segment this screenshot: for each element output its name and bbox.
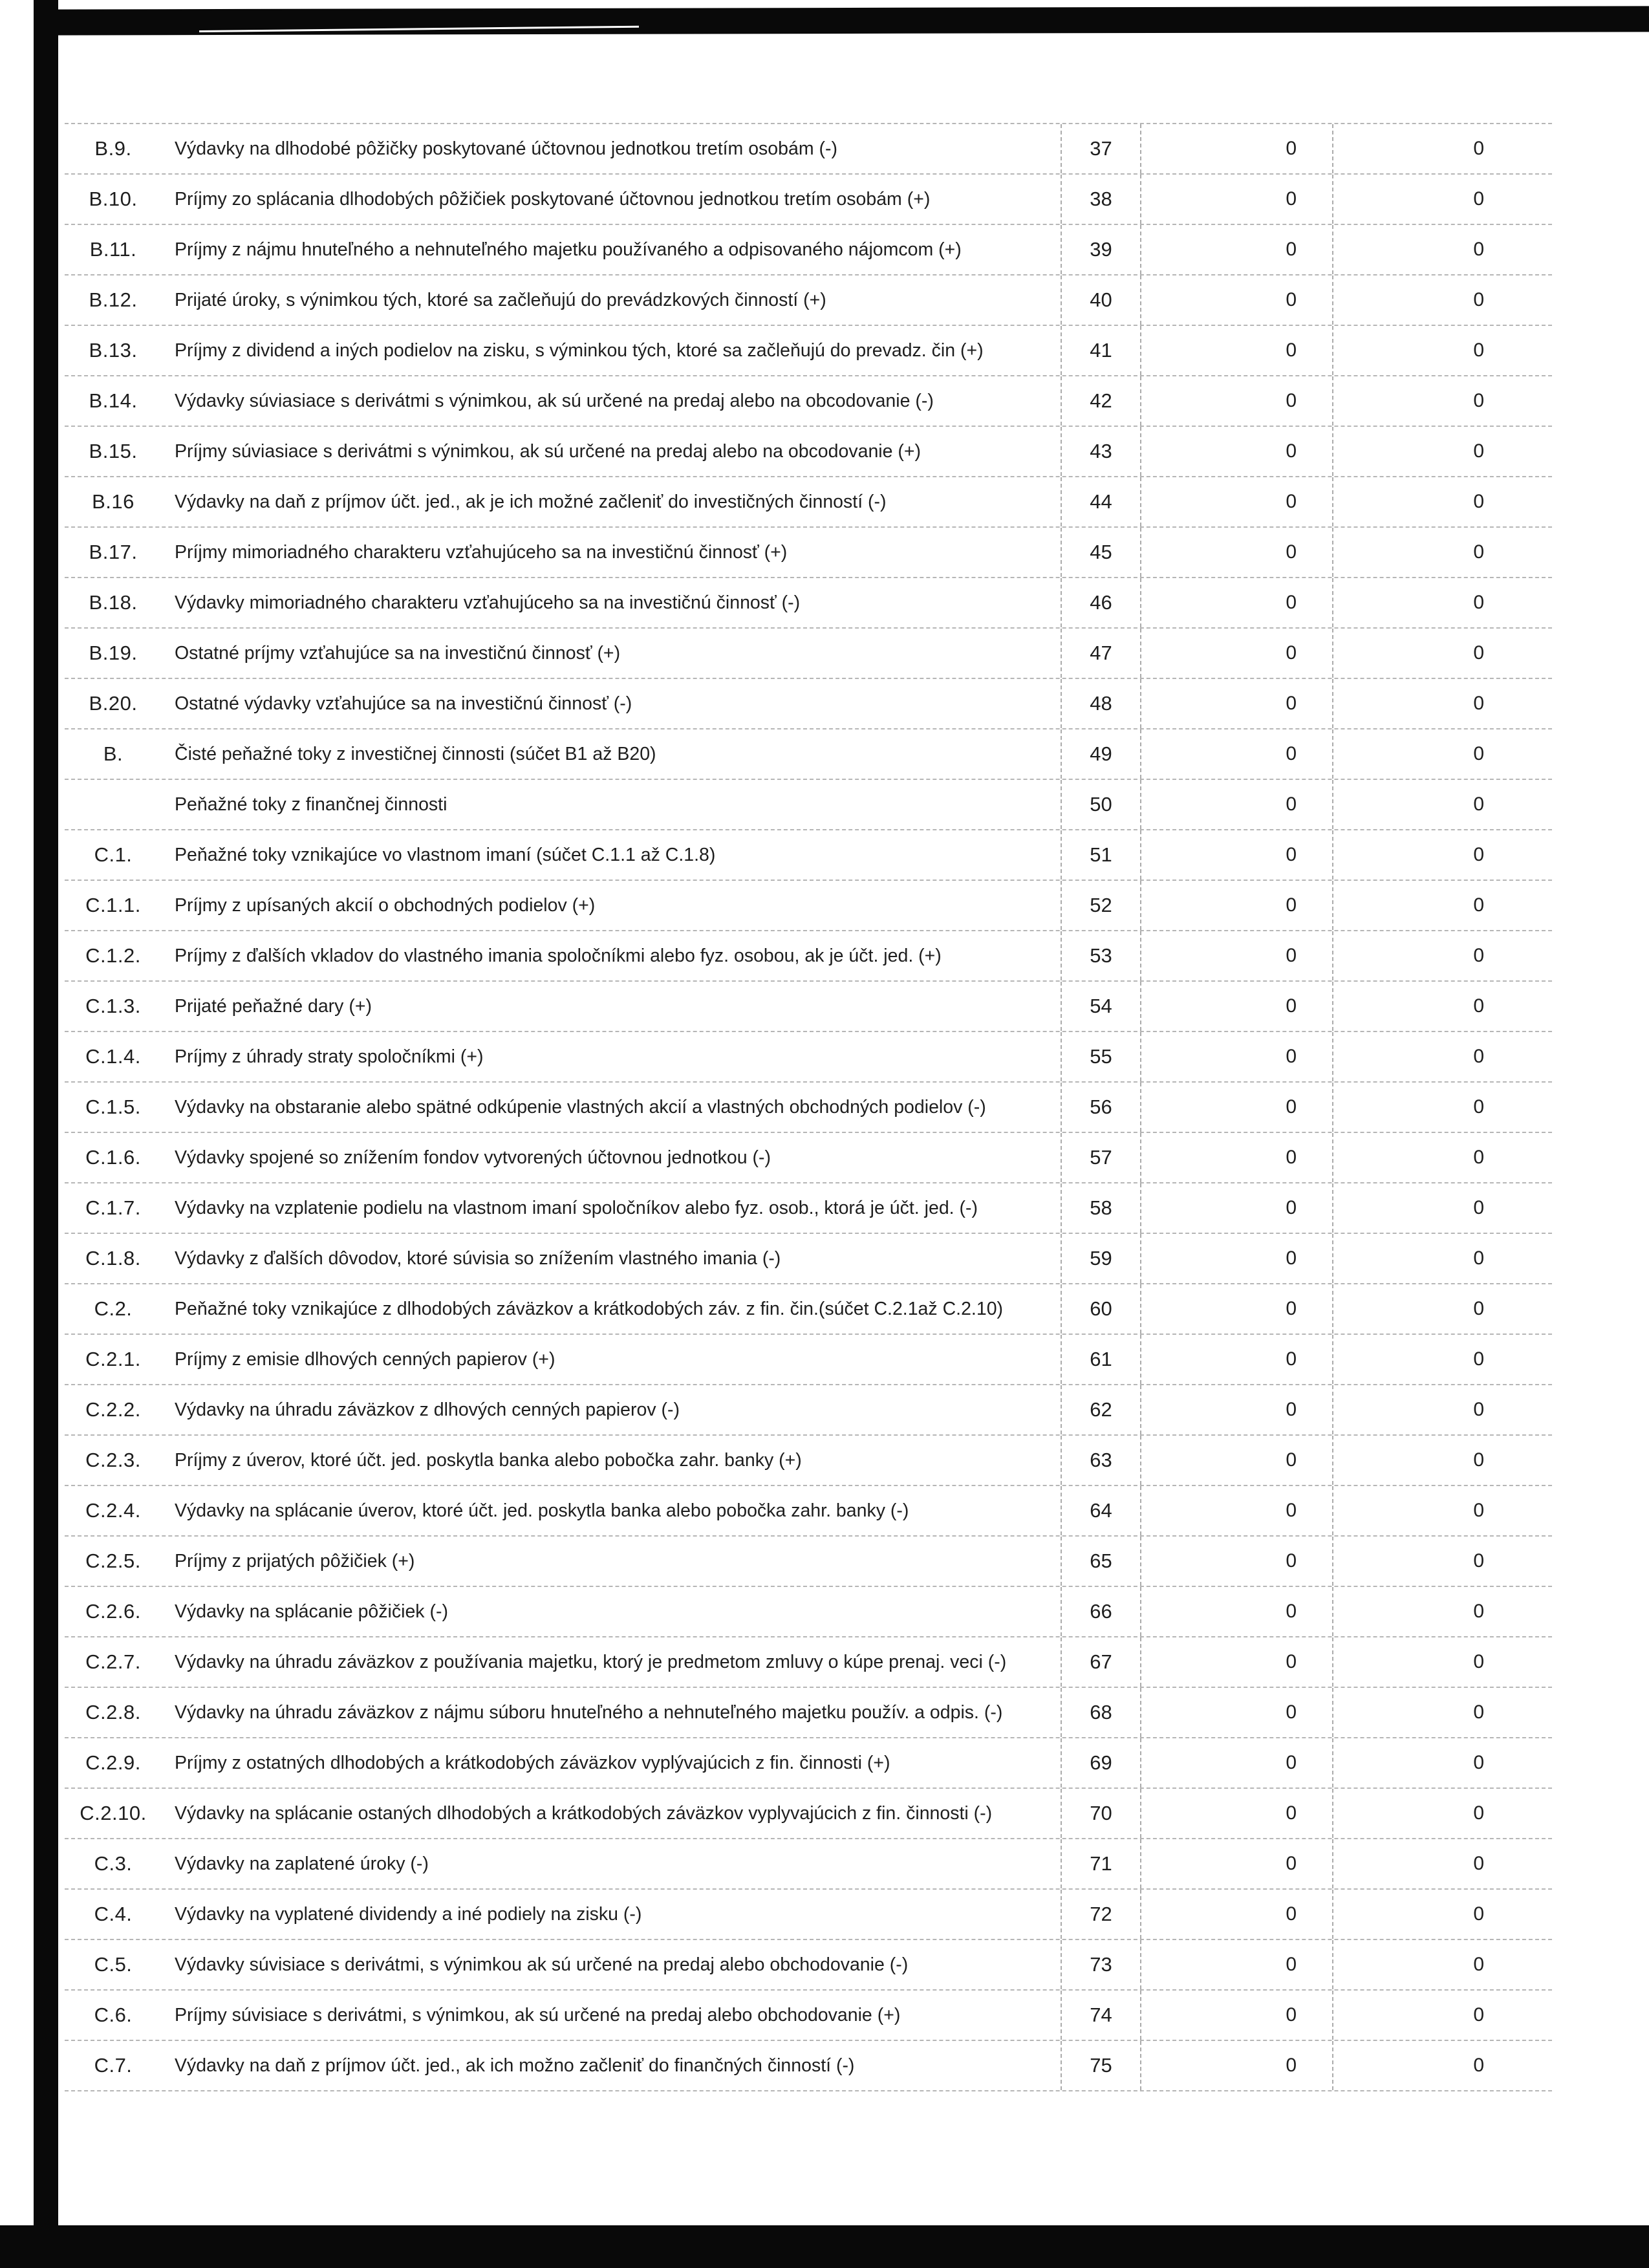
table-row bbox=[65, 679, 1552, 729]
row-code: C.1.4. bbox=[85, 1045, 141, 1068]
row-value-current: 0 bbox=[1286, 2055, 1297, 2076]
row-value-previous: 0 bbox=[1332, 427, 1552, 476]
row-value-current: 0 bbox=[1286, 1197, 1297, 1218]
row-value-previous: 0 bbox=[1332, 1335, 1552, 1384]
row-value-current: 0 bbox=[1286, 138, 1297, 159]
row-code: C.1.8. bbox=[85, 1247, 141, 1269]
table-row bbox=[65, 326, 1552, 376]
row-description: Peňažné toky vznikajúce z dlhodobých záväzkov a krátkodobých záv. z fin. čin.(súčet C.2.1až C.2.10) bbox=[175, 1298, 1004, 1319]
row-value-previous: 0 bbox=[1332, 1637, 1552, 1687]
row-value-current: 0 bbox=[1286, 1701, 1297, 1723]
row-value-previous: 0 bbox=[1332, 729, 1552, 779]
row-value-current: 0 bbox=[1286, 440, 1297, 462]
table-row bbox=[65, 1587, 1552, 1637]
row-number: 73 bbox=[1061, 1940, 1141, 1989]
row-number: 39 bbox=[1061, 225, 1141, 274]
row-description: Výdavky na úhradu záväzkov z používania majetku, ktorý je predmetom zmluvy o kúpe prenaj. veci (-) bbox=[175, 1651, 1007, 1672]
row-value-previous: 0 bbox=[1332, 175, 1552, 224]
row-value-current: 0 bbox=[1286, 1550, 1297, 1571]
row-description: Príjmy súvisiace s derivátmi, s výnimkou, ak sú určené na predaj alebo obchodovanie (+) bbox=[175, 2004, 901, 2025]
row-value-previous: 0 bbox=[1332, 1234, 1552, 1283]
row-code: C.1.1. bbox=[85, 894, 141, 916]
row-value-current: 0 bbox=[1286, 1449, 1297, 1471]
scan-edge-bottom bbox=[0, 2225, 1649, 2268]
row-value-current: 0 bbox=[1286, 390, 1297, 411]
row-number: 37 bbox=[1061, 124, 1141, 173]
row-description: Príjmy z dividend a iných podielov na zisku, s výminkou tých, ktoré sa začleňujú do prevadz. čin (+) bbox=[175, 340, 984, 361]
row-number: 65 bbox=[1061, 1537, 1141, 1586]
row-value-previous: 0 bbox=[1332, 1133, 1552, 1182]
row-value-previous: 0 bbox=[1332, 1083, 1552, 1132]
row-number: 55 bbox=[1061, 1032, 1141, 1081]
row-value-previous: 0 bbox=[1332, 1738, 1552, 1787]
row-number: 57 bbox=[1061, 1133, 1141, 1182]
row-description: Príjmy súviasiace s derivátmi s výnimkou, ak sú určené na predaj alebo na obcodovanie (+) bbox=[175, 440, 921, 462]
row-value-current: 0 bbox=[1286, 1247, 1297, 1269]
table-row bbox=[65, 931, 1552, 982]
row-description: Výdavky na splácanie pôžičiek (-) bbox=[175, 1601, 448, 1622]
table-row bbox=[65, 1940, 1552, 1991]
row-value-previous: 0 bbox=[1332, 1032, 1552, 1081]
row-number: 43 bbox=[1061, 427, 1141, 476]
table-row bbox=[65, 729, 1552, 780]
table-row bbox=[65, 1637, 1552, 1688]
row-description: Príjmy z ostatných dlhodobých a krátkodobých záväzkov vyplývajúcich z fin. činnosti (+) bbox=[175, 1752, 890, 1773]
row-value-previous: 0 bbox=[1332, 1385, 1552, 1434]
row-description: Výdavky súvisiace s derivátmi, s výnimkou ak sú určené na predaj alebo obchodovanie (-) bbox=[175, 1954, 909, 1975]
row-number: 38 bbox=[1061, 175, 1141, 224]
row-value-previous: 0 bbox=[1332, 326, 1552, 375]
row-value-previous: 0 bbox=[1332, 679, 1552, 728]
row-description: Príjmy z upísaných akcií o obchodných podielov (+) bbox=[175, 894, 596, 916]
row-code: B.19. bbox=[89, 642, 138, 664]
row-value-current: 0 bbox=[1286, 592, 1297, 613]
row-value-current: 0 bbox=[1286, 1046, 1297, 1067]
row-description: Prijaté úroky, s výnimkou tých, ktoré sa začleňujú do prevádzkových činností (+) bbox=[175, 289, 826, 310]
row-code: C.5. bbox=[94, 1953, 133, 1976]
row-number: 51 bbox=[1061, 830, 1141, 880]
row-code: B.11. bbox=[89, 238, 137, 261]
row-number: 41 bbox=[1061, 326, 1141, 375]
row-value-current: 0 bbox=[1286, 995, 1297, 1017]
row-number: 72 bbox=[1061, 1890, 1141, 1939]
table-row bbox=[65, 528, 1552, 578]
row-value-previous: 0 bbox=[1332, 1587, 1552, 1636]
row-code: C.1.3. bbox=[85, 995, 141, 1017]
row-number: 66 bbox=[1061, 1587, 1141, 1636]
row-value-previous: 0 bbox=[1332, 275, 1552, 325]
row-number: 75 bbox=[1061, 2041, 1141, 2090]
table-row bbox=[65, 578, 1552, 629]
row-code: C.1.2. bbox=[85, 944, 141, 967]
row-number: 67 bbox=[1061, 1637, 1141, 1687]
row-number: 48 bbox=[1061, 679, 1141, 728]
cashflow-table bbox=[65, 123, 1552, 2091]
row-value-current: 0 bbox=[1286, 188, 1297, 210]
row-value-previous: 0 bbox=[1332, 1940, 1552, 1989]
row-value-current: 0 bbox=[1286, 844, 1297, 865]
row-description: Peňažné toky vznikajúce vo vlastnom imaní (súčet C.1.1 až C.1.8) bbox=[175, 844, 716, 865]
row-number: 64 bbox=[1061, 1486, 1141, 1535]
row-description: Príjmy z emisie dlhových cenných papierov (+) bbox=[175, 1348, 555, 1370]
row-value-current: 0 bbox=[1286, 1903, 1297, 1925]
table-row bbox=[65, 225, 1552, 275]
row-description: Príjmy mimoriadného charakteru vzťahujúceho sa na investičnú činnosť (+) bbox=[175, 541, 788, 563]
row-code: C.2.5. bbox=[85, 1550, 141, 1572]
row-value-previous: 0 bbox=[1332, 1486, 1552, 1535]
row-description: Výdavky mimoriadného charakteru vzťahujúceho sa na investičnú činnosť (-) bbox=[175, 592, 801, 613]
row-code: C.3. bbox=[94, 1852, 133, 1875]
table-row bbox=[65, 780, 1552, 830]
row-value-previous: 0 bbox=[1332, 629, 1552, 678]
row-description: Výdavky na splácanie ostaných dlhodobých a krátkodobých záväzkov vyplyvajúcich z fin. činnosti (-) bbox=[175, 1802, 993, 1824]
table-row bbox=[65, 1133, 1552, 1183]
row-value-previous: 0 bbox=[1332, 1436, 1552, 1485]
table-row bbox=[65, 1234, 1552, 1284]
row-value-previous: 0 bbox=[1332, 376, 1552, 426]
row-value-previous: 0 bbox=[1332, 2041, 1552, 2090]
table-row bbox=[65, 1183, 1552, 1234]
row-value-current: 0 bbox=[1286, 894, 1297, 916]
row-number: 62 bbox=[1061, 1385, 1141, 1434]
row-code: C.2.10. bbox=[80, 1802, 147, 1824]
table-row bbox=[65, 376, 1552, 427]
row-code: C.2.8. bbox=[85, 1701, 141, 1723]
table-row bbox=[65, 1839, 1552, 1890]
row-description: Výdavky na úhradu záväzkov z dlhových cenných papierov (-) bbox=[175, 1399, 680, 1420]
row-number: 60 bbox=[1061, 1284, 1141, 1334]
row-value-previous: 0 bbox=[1332, 1537, 1552, 1586]
row-number: 40 bbox=[1061, 275, 1141, 325]
row-code: C.4. bbox=[94, 1903, 133, 1925]
table-row bbox=[65, 1284, 1552, 1335]
row-number: 71 bbox=[1061, 1839, 1141, 1888]
row-code: C.1.6. bbox=[85, 1146, 141, 1169]
row-code: C.1.5. bbox=[85, 1096, 141, 1118]
row-value-previous: 0 bbox=[1332, 1284, 1552, 1334]
row-number: 42 bbox=[1061, 376, 1141, 426]
row-number: 58 bbox=[1061, 1183, 1141, 1233]
row-value-current: 0 bbox=[1286, 1651, 1297, 1672]
table-row bbox=[65, 124, 1552, 175]
row-description: Príjmy z úverov, ktoré účt. jed. poskytla banka alebo pobočka zahr. banky (+) bbox=[175, 1449, 802, 1471]
row-value-current: 0 bbox=[1286, 1298, 1297, 1319]
row-description: Výdavky na vyplatené dividendy a iné podiely na zisku (-) bbox=[175, 1903, 642, 1925]
row-description: Výdavky na daň z príjmov účt. jed., ak ich možno začleniť do finančných činností (-) bbox=[175, 2055, 855, 2076]
row-value-current: 0 bbox=[1286, 289, 1297, 310]
row-value-current: 0 bbox=[1286, 491, 1297, 512]
row-value-current: 0 bbox=[1286, 2004, 1297, 2025]
table-row bbox=[65, 830, 1552, 881]
row-number: 69 bbox=[1061, 1738, 1141, 1787]
row-code: B.17. bbox=[89, 541, 138, 563]
row-value-previous: 0 bbox=[1332, 1890, 1552, 1939]
table-row bbox=[65, 1991, 1552, 2041]
row-value-current: 0 bbox=[1286, 1752, 1297, 1773]
row-description: Príjmy z úhrady straty spoločníkmi (+) bbox=[175, 1046, 484, 1067]
row-code: B.13. bbox=[89, 339, 138, 362]
row-description: Príjmy z ďalších vkladov do vlastného imania spoločníkmi alebo fyz. osobou, ak je účt. jed. (+) bbox=[175, 945, 942, 966]
table-row bbox=[65, 1890, 1552, 1940]
row-code: C.2.2. bbox=[85, 1398, 141, 1421]
row-description: Výdavky na splácanie úverov, ktoré účt. jed. poskytla banka alebo pobočka zahr. banky (-) bbox=[175, 1500, 909, 1521]
row-code: B.9. bbox=[94, 137, 132, 160]
row-value-current: 0 bbox=[1286, 541, 1297, 563]
row-description: Ostatné príjmy vzťahujúce sa na investičnú činnosť (+) bbox=[175, 642, 621, 664]
row-description: Príjmy zo splácania dlhodobých pôžičiek poskytované účtovnou jednotkou tretím osobám (+) bbox=[175, 188, 931, 210]
scan-scratch-line bbox=[199, 26, 639, 32]
row-code: C.2.1. bbox=[85, 1348, 141, 1370]
row-code: C.6. bbox=[94, 2003, 133, 2026]
table-row bbox=[65, 427, 1552, 477]
row-code: C.2.9. bbox=[85, 1751, 141, 1774]
row-description: Výdavky spojené so znížením fondov vytvorených účtovnou jednotkou (-) bbox=[175, 1147, 771, 1168]
row-value-current: 0 bbox=[1286, 794, 1297, 815]
row-code: C.7. bbox=[94, 2054, 133, 2077]
row-value-previous: 0 bbox=[1332, 881, 1552, 930]
row-code: B. bbox=[103, 742, 124, 765]
row-number: 56 bbox=[1061, 1083, 1141, 1132]
row-description: Prijaté peňažné dary (+) bbox=[175, 995, 372, 1017]
row-code: C.2.7. bbox=[85, 1650, 141, 1673]
row-value-current: 0 bbox=[1286, 1399, 1297, 1420]
table-row bbox=[65, 881, 1552, 931]
row-value-current: 0 bbox=[1286, 945, 1297, 966]
row-description: Čisté peňažné toky z investičnej činnosti (súčet B1 až B20) bbox=[175, 743, 656, 764]
scan-edge-top bbox=[38, 6, 1649, 35]
row-code: C.2.6. bbox=[85, 1600, 141, 1623]
row-description: Výdavky na úhradu záväzkov z nájmu súboru hnuteľného a nehnuteľného majetku použív. a odpis. (-) bbox=[175, 1701, 1003, 1723]
row-value-current: 0 bbox=[1286, 1348, 1297, 1370]
row-value-previous: 0 bbox=[1332, 1183, 1552, 1233]
row-description: Výdavky na vzplatenie podielu na vlastnom imaní spoločníkov alebo fyz. osob., ktorá je účt. jed. (-) bbox=[175, 1197, 978, 1218]
table-row bbox=[65, 1083, 1552, 1133]
table-row bbox=[65, 477, 1552, 528]
row-value-current: 0 bbox=[1286, 1147, 1297, 1168]
row-description: Výdavky na obstaranie alebo spätné odkúpenie vlastných akcií a vlastných obchodných podielov (-) bbox=[175, 1096, 986, 1118]
table-row bbox=[65, 629, 1552, 679]
row-description: Peňažné toky z finančnej činnosti bbox=[175, 794, 447, 815]
row-code: B.18. bbox=[89, 591, 138, 614]
row-value-current: 0 bbox=[1286, 1096, 1297, 1118]
row-code: C.1. bbox=[94, 843, 133, 866]
row-number: 50 bbox=[1061, 780, 1141, 829]
table-row bbox=[65, 275, 1552, 326]
row-description: Výdavky na daň z príjmov účt. jed., ak je ich možné začleniť do investičných činností (-) bbox=[175, 491, 887, 512]
row-code: C.2. bbox=[94, 1297, 133, 1320]
row-value-previous: 0 bbox=[1332, 124, 1552, 173]
row-number: 47 bbox=[1061, 629, 1141, 678]
row-description: Výdavky súviasiace s derivátmi s výnimkou, ak sú určené na predaj alebo na obcodovanie (-) bbox=[175, 390, 934, 411]
row-description: Ostatné výdavky vzťahujúce sa na investičnú činnosť (-) bbox=[175, 693, 632, 714]
table-row bbox=[65, 2041, 1552, 2091]
row-value-current: 0 bbox=[1286, 1853, 1297, 1874]
row-code: C.2.3. bbox=[85, 1449, 141, 1471]
row-value-previous: 0 bbox=[1332, 225, 1552, 274]
row-number: 61 bbox=[1061, 1335, 1141, 1384]
row-code: C.2.4. bbox=[85, 1499, 141, 1522]
row-code: B.16 bbox=[92, 490, 135, 513]
row-value-current: 0 bbox=[1286, 743, 1297, 764]
scan-edge-left bbox=[34, 0, 58, 2268]
table-row bbox=[65, 175, 1552, 225]
table-row bbox=[65, 982, 1552, 1032]
row-number: 68 bbox=[1061, 1688, 1141, 1737]
table-row bbox=[65, 1789, 1552, 1839]
row-number: 53 bbox=[1061, 931, 1141, 980]
table-row bbox=[65, 1688, 1552, 1738]
row-description: Výdavky na dlhodobé pôžičky poskytované účtovnou jednotkou tretím osobám (-) bbox=[175, 138, 837, 159]
row-value-previous: 0 bbox=[1332, 1839, 1552, 1888]
row-code: B.10. bbox=[89, 188, 138, 210]
row-value-previous: 0 bbox=[1332, 477, 1552, 526]
table-row bbox=[65, 1738, 1552, 1789]
row-number: 63 bbox=[1061, 1436, 1141, 1485]
row-value-current: 0 bbox=[1286, 1500, 1297, 1521]
row-number: 52 bbox=[1061, 881, 1141, 930]
row-value-current: 0 bbox=[1286, 340, 1297, 361]
row-description: Príjmy z nájmu hnuteľného a nehnuteľného majetku používaného a odpisovaného nájomcom (+) bbox=[175, 239, 962, 260]
row-number: 45 bbox=[1061, 528, 1141, 577]
row-number: 46 bbox=[1061, 578, 1141, 627]
row-number: 44 bbox=[1061, 477, 1141, 526]
row-value-previous: 0 bbox=[1332, 1991, 1552, 2040]
row-description: Príjmy z prijatých pôžičiek (+) bbox=[175, 1550, 415, 1571]
row-value-current: 0 bbox=[1286, 1601, 1297, 1622]
table-row bbox=[65, 1385, 1552, 1436]
table-row bbox=[65, 1335, 1552, 1385]
table-row bbox=[65, 1032, 1552, 1083]
row-code: C.1.7. bbox=[85, 1196, 141, 1219]
row-code: B.20. bbox=[89, 692, 138, 715]
row-value-current: 0 bbox=[1286, 693, 1297, 714]
row-code: B.15. bbox=[89, 440, 138, 462]
row-value-current: 0 bbox=[1286, 1802, 1297, 1824]
row-description: Výdavky na zaplatené úroky (-) bbox=[175, 1853, 429, 1874]
row-value-current: 0 bbox=[1286, 239, 1297, 260]
row-number: 59 bbox=[1061, 1234, 1141, 1283]
row-value-previous: 0 bbox=[1332, 1688, 1552, 1737]
row-number: 49 bbox=[1061, 729, 1141, 779]
row-value-previous: 0 bbox=[1332, 830, 1552, 880]
row-value-previous: 0 bbox=[1332, 1789, 1552, 1838]
row-value-previous: 0 bbox=[1332, 528, 1552, 577]
row-value-previous: 0 bbox=[1332, 780, 1552, 829]
row-description: Výdavky z ďalších dôvodov, ktoré súvisia so znížením vlastného imania (-) bbox=[175, 1247, 781, 1269]
row-value-previous: 0 bbox=[1332, 578, 1552, 627]
row-value-previous: 0 bbox=[1332, 982, 1552, 1031]
row-value-current: 0 bbox=[1286, 642, 1297, 664]
row-code: B.14. bbox=[89, 389, 138, 412]
row-number: 54 bbox=[1061, 982, 1141, 1031]
table-row bbox=[65, 1537, 1552, 1587]
row-value-previous: 0 bbox=[1332, 931, 1552, 980]
table-row bbox=[65, 1436, 1552, 1486]
row-code bbox=[65, 780, 162, 829]
row-number: 70 bbox=[1061, 1789, 1141, 1838]
row-value-current: 0 bbox=[1286, 1954, 1297, 1975]
row-code: B.12. bbox=[89, 288, 138, 311]
table-row bbox=[65, 1486, 1552, 1537]
row-number: 74 bbox=[1061, 1991, 1141, 2040]
